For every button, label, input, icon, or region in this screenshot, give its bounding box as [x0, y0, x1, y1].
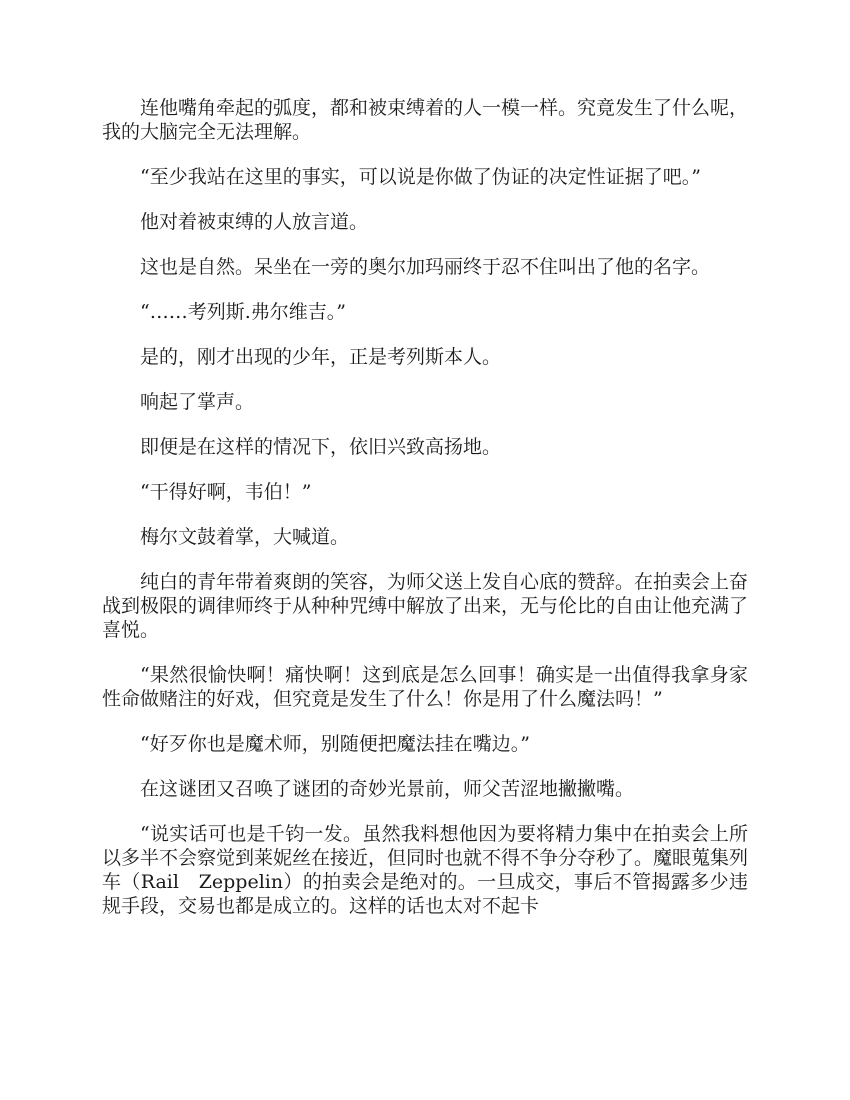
- paragraph: “干得好啊，韦伯！”: [140, 481, 312, 503]
- paragraph: 在这谜团又召唤了谜团的奇妙光景前，师父苦涩地撇撇嘴。: [140, 778, 635, 800]
- document-page: [102, 96, 748, 939]
- paragraph: “果然很愉快啊！痛快啊！这到底是怎么回事！确实是一出值得我拿身家性命做赌注的好戏，但究竟是发生了什么！你是用了什么魔法吗！”: [102, 664, 748, 710]
- paragraph: 是的，刚才出现的少年，正是考列斯本人。: [140, 346, 502, 368]
- paragraph: “好歹你也是魔术师，别随便把魔法挂在嘴边。”: [140, 733, 530, 755]
- paragraph: “……考列斯.弗尔维吉。”: [140, 301, 346, 323]
- paragraph: 这也是自然。呆坐在一旁的奥尔加玛丽终于忍不住叫出了他的名字。: [140, 256, 711, 278]
- paragraph: 响起了掌声。: [140, 391, 255, 413]
- paragraph: “说实话可也是千钧一发。虽然我料想他因为要将精力集中在拍卖会上所以多半不会察觉到莱妮丝在接近，但同时也就不得不争分夺秒了。魔眼蒐集列车（Rail Zeppelin）的拍卖会是绝对的。一旦成交，事后不管揭露多少违规手段，交易也都是成立的。这样的话也太对不起卡: [102, 823, 749, 917]
- paragraph: 即便是在这样的情况下，依旧兴致高扬地。: [140, 436, 502, 458]
- paragraph: 连他嘴角牵起的弧度，都和被束缚着的人一模一样。究竟发生了什么呢，我的大脑完全无法理解。: [102, 97, 749, 143]
- paragraph: 梅尔文鼓着掌，大喊道。: [140, 526, 350, 548]
- paragraph: 纯白的青年带着爽朗的笑容，为师父送上发自心底的赞辞。在拍卖会上奋战到极限的调律师终于从种种咒缚中解放了出来，无与伦比的自由让他充满了喜悦。: [102, 571, 749, 641]
- paragraph: “至少我站在这里的事实，可以说是你做了伪证的决定性证据了吧。”: [140, 166, 701, 188]
- paragraph: 他对着被束缚的人放言道。: [140, 211, 369, 233]
